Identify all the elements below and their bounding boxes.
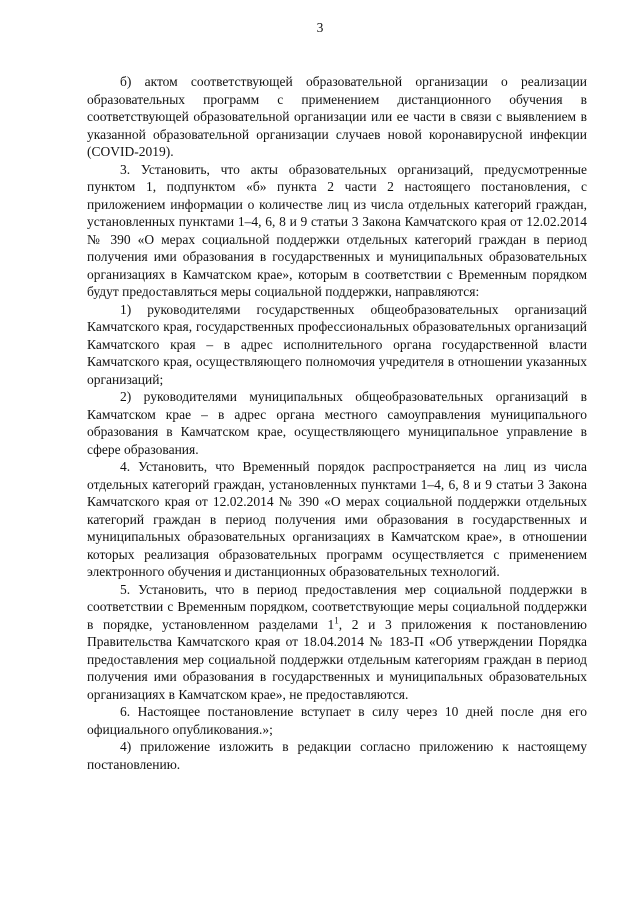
paragraph-3: 3. Установить, что акты образовательных организаций, предусмотренные пунктом 1, подпунктом «б» пункта 2 части 2 настоящего постановления, с приложением информации о количестве лиц из числа отдельных категорий граждан, установленных пунктами 1–4, 6, 8 и 9 статьи 3 Закона Камчатского края от 12.02.2014 № 390 «О мерах социальной поддержки отдельных категорий граждан в период получения ими образования в государственных и муниципальных образовательных организациях в Камчатском крае», которым в соответствии с Временным порядком будут предоставляться меры социальной поддержки, направляются: xyxy=(87,161,587,299)
page-number: 3 xyxy=(316,20,324,35)
document-body xyxy=(87,73,587,773)
paragraph-5-text-end: , 2 и 3 приложения к постановлению Правительства Камчатского края от 18.04.2014 № 183-П «Об утверждении Порядка предоставления мер социальной поддержки отдельным категориям граждан в период получения ими образования в государственных и муниципальных образовательных организациях в Камчатском крае», не предоставляются. xyxy=(87,616,587,702)
superscript-footnote: 1 xyxy=(334,615,339,625)
paragraph-6: 6. Настоящее постановление вступает в силу через 10 дней после дня его официального опубликования.»; xyxy=(87,704,587,737)
paragraph-5-text-start: 5. Установить, что в период предоставления мер социальной поддержки в соответствии с Временным порядком, соответствующие меры социальной поддержки в порядке, установленном разделами 1 xyxy=(87,581,587,632)
paragraph-5 xyxy=(87,581,587,704)
paragraph-2b: б) актом соответствующей образовательной организации о реализации образовательных программ с применением дистанционного обучения в соответствующей образовательной организации или ее части в связи с выявлением в указанной образовательной организации случаев новой коронавирусной инфекции (COVID-2019). xyxy=(87,74,587,159)
paragraph-3-item-2: 2) руководителями муниципальных общеобразовательных организаций в Камчатском крае – в адрес органа местного самоуправления муниципального образования в Камчатском крае, осуществляющего муниципальное управление в сфере образования. xyxy=(87,389,587,457)
paragraph-3-item-1: 1) руководителями государственных общеобразовательных организаций Камчатского края, государственных профессиональных образовательных организаций Камчатского края – в адрес исполнительного органа государственной власти Камчатского края, осуществляющего полномочия учредителя в отношении указанных организаций; xyxy=(87,301,587,387)
paragraph-4: 4. Установить, что Временный порядок распространяется на лиц из числа отдельных категорий граждан, установленных пунктами 1–4, 6, 8 и 9 статьи 3 Закона Камчатского края от 12.02.2014 № 390 «О мерах социальной поддержки отдельных категорий граждан в период получения ими образования в государственных и муниципальных образовательных организациях в Камчатском крае», в отношении которых реализация образовательных программ осуществляется с применением электронного обучения и дистанционных образовательных технологий. xyxy=(87,459,587,579)
item-4-amendment: 4) приложение изложить в редакции согласно приложению к настоящему постановлению. xyxy=(87,739,587,772)
